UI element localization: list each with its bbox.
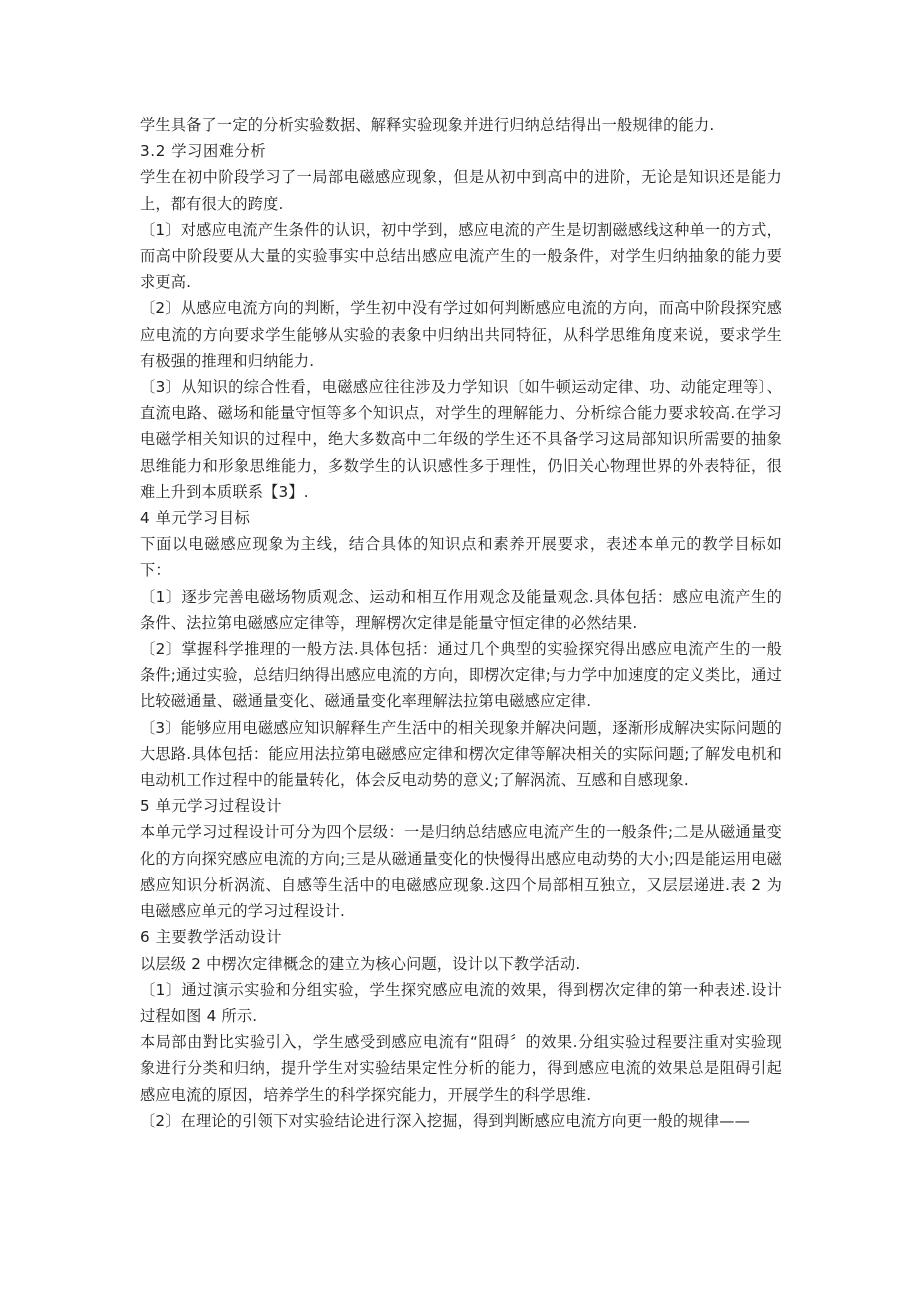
- section-heading-4: 4 单元学习目标: [140, 509, 251, 528]
- paragraph-goal-2: 〔2〕掌握科学推理的一般方法.具体包括：通过几个典型的实验探究得出感应电流产生的一般条件;通过实验，总结归纳得出感应电流的方向，即楞次定律;与力学中加速度的定义类比，通过比较磁通量、磁通量变化、磁通量变化率理解法拉第电磁感应定律.: [140, 640, 782, 711]
- document-page: [140, 112, 782, 1134]
- paragraph-activity-intro: 以层级 2 中楞次定律概念的建立为核心问题，设计以下教学活动.: [140, 954, 581, 973]
- paragraph-intro-difficulty: 学生在初中阶段学习了一局部电磁感应现象，但是从初中到高中的进阶，无论是知识还是能力上，都有很大的跨度.: [140, 168, 782, 213]
- paragraph-prior-ability: 学生具备了一定的分析实验数据、解释实验现象并进行归纳总结得出一般规律的能力.: [140, 116, 715, 134]
- paragraph-activity-1: 〔1〕通过演示实验和分组实验，学生探究感应电流的效果，得到楞次定律的第一种表述.设计过程如图 4 所示.: [140, 980, 782, 1025]
- paragraph-difficulty-3: 〔3〕从知识的综合性看，电磁感应往往涉及力学知识〔如牛顿运动定律、功、动能定理等〕、直流电路、磁场和能量守恒等多个知识点，对学生的理解能力、分析综合能力要求较高.在学习电磁学相关知识的过程中，绝大多数高中二年级的学生还不具备学习这局部知识所需要的抽象思维能力和形象思维能力，多数学生的认识感性多于理性，仍旧关心物理世界的外表特征，很难上升到本质联系【3】.: [140, 378, 782, 501]
- paragraph-process-design: 本单元学习过程设计可分为四个层级：一是归纳总结感应电流产生的一般条件;二是从磁通量变化的方向探究感应电流的方向;三是从磁通量变化的快慢得出感应电动势的大小;四是能运用电磁感应知识分析涡流、自感等生活中的电磁感应现象.这四个局部相互独立，又层层递进.表 2 为电磁感应单元的学习过程设计.: [140, 823, 782, 921]
- paragraph-activity-2: 〔2〕在理论的引领下对实验结论进行深入挖掘，得到判断感应电流方向更一般的规律——: [140, 1111, 750, 1130]
- section-heading-6: 6 主要教学活动设计: [140, 928, 282, 947]
- section-heading-3-2: 3.2 学习困难分析: [140, 142, 267, 161]
- paragraph-goal-1: 〔1〕逐步完善电磁场物质观念、运动和相互作用观念及能量观念.具体包括：感应电流产生的条件、法拉第电磁感应定律等，理解楞次定律是能量守恒定律的必然结果.: [140, 587, 782, 632]
- paragraph-goals-intro: 下面以电磁感应现象为主线，结合具体的知识点和素养开展要求，表述本单元的教学目标如下：: [140, 535, 782, 580]
- paragraph-difficulty-2: 〔2〕从感应电流方向的判断，学生初中没有学过如何判断感应电流的方向，而高中阶段探究感应电流的方向要求学生能够从实验的表象中归纳出共同特征，从科学思维角度来说，要求学生有极强的推理和归纳能力.: [140, 299, 782, 370]
- paragraph-activity-1-detail: 本局部由對比实验引入，学生感受到感应电流有“阻碍〞的效果.分组实验过程要注重对实验现象进行分类和归纳，提升学生对实验结果定性分析的能力，得到感应电流的效果总是阻碍引起感应电流的原因，培养学生的科学探究能力，开展学生的科学思维.: [140, 1033, 782, 1104]
- paragraph-difficulty-1: 〔1〕对感应电流产生条件的认识，初中学到，感应电流的产生是切割磁感线这种单一的方式，而高中阶段要从大量的实验事实中总结出感应电流产生的一般条件，对学生归纳抽象的能力要求更高.: [140, 220, 782, 292]
- paragraph-goal-3: 〔3〕能够应用电磁感应知识解释生产生活中的相关现象并解决问题，逐渐形成解决实际问题的大思路.具体包括：能应用法拉第电磁感应定律和楞次定律等解决相关的实际问题;了解发电机和电动机工作过程中的能量转化，体会反电动势的意义;了解涡流、互感和自感现象.: [140, 718, 782, 790]
- section-heading-5: 5 单元学习过程设计: [140, 797, 282, 816]
- document-body: [140, 112, 782, 1134]
